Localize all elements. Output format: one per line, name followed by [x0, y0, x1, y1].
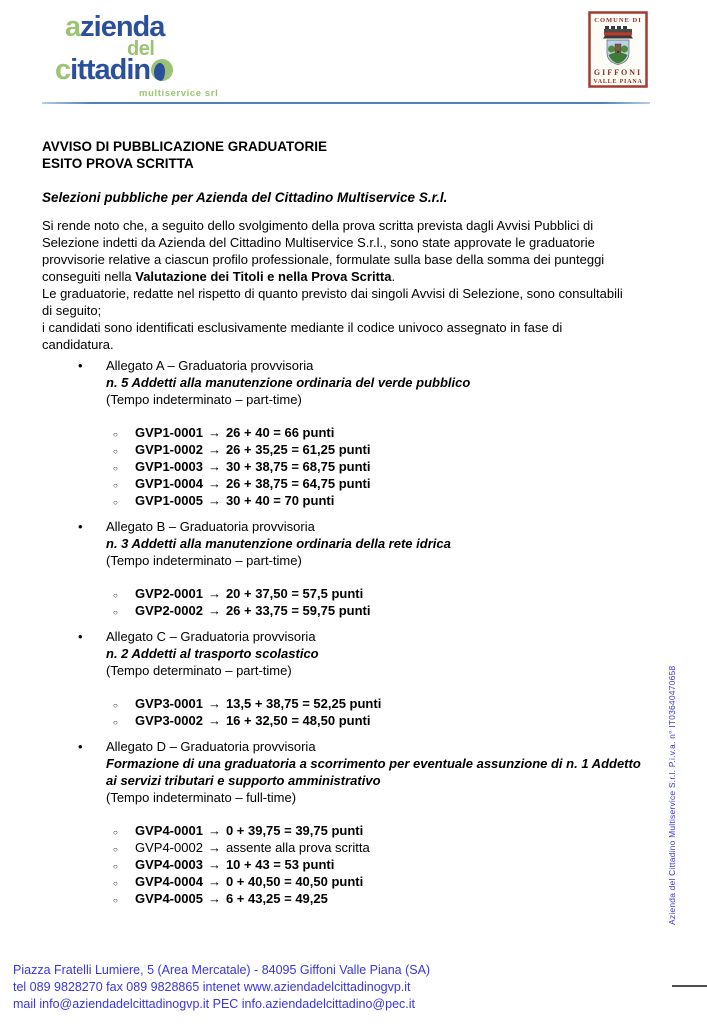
- arrow-icon: →: [207, 442, 221, 457]
- document-body: [42, 138, 692, 907]
- circle-bullet-icon: ○: [113, 447, 118, 456]
- result-row: [106, 441, 692, 458]
- document-subtitle: Selezioni pubbliche per Azienda del Cittadino Multiservice S.r.l.: [42, 190, 448, 205]
- arrow-icon: →: [207, 476, 221, 491]
- allegati-list: [42, 357, 692, 907]
- result-row: [106, 856, 692, 873]
- paragraph-text: Selezione indetti da Azienda del Cittadino Multiservice S.r.l., sono state approvate le graduatorie: [42, 235, 595, 250]
- result-score: 26 + 35,25 = 61,25 punti: [225, 442, 371, 457]
- results-list: [106, 695, 692, 729]
- face-profile-icon: [151, 59, 173, 81]
- result-score: 26 + 33,75 = 59,75 punti: [225, 603, 371, 618]
- paragraph-line: [42, 336, 692, 353]
- circle-bullet-icon: ○: [113, 430, 118, 439]
- result-score: 16 + 32,50 = 48,50 punti: [225, 713, 371, 728]
- result-row: [106, 712, 692, 729]
- result-row: [106, 695, 692, 712]
- paragraph-line: [42, 251, 692, 268]
- candidate-code: GVP2-0002: [135, 603, 203, 618]
- crest-bottom-label-1: GIFFONI: [593, 68, 643, 77]
- arrow-icon: →: [207, 713, 221, 728]
- results-list: [106, 585, 692, 619]
- crest-bottom-label-2: VALLE PIANA: [593, 79, 643, 85]
- candidate-code: GVP3-0001: [135, 696, 203, 711]
- bullet-icon: •: [78, 629, 83, 644]
- circle-bullet-icon: ○: [113, 481, 118, 490]
- allegato-role: n. 3 Addetti alla manutenzione ordinaria della rete idrica: [106, 536, 451, 551]
- arrow-icon: →: [207, 696, 221, 711]
- arrow-icon: →: [207, 857, 221, 872]
- paragraph-text: provvisorie relative a ciascun profilo professionale, formulate sulla base della somma dei punteggi: [42, 252, 605, 267]
- allegato-role: n. 2 Addetti al trasporto scolastico: [106, 646, 319, 661]
- footer-phone-web: tel 089 9828270 fax 089 9828865 intenet www.aziendadelcittadinogvp.it: [13, 980, 411, 994]
- result-score: 13,5 + 38,75 = 52,25 punti: [225, 696, 382, 711]
- allegato-contract: (Tempo indeterminato – full-time): [106, 790, 297, 805]
- paragraph-text: .: [391, 269, 396, 284]
- bullet-icon: •: [78, 519, 83, 534]
- result-row: [106, 492, 692, 509]
- result-score: assente alla prova scritta: [225, 840, 370, 855]
- footer-address: Piazza Fratelli Lumiere, 5 (Area Mercatale) - 84095 Giffoni Valle Piana (SA): [13, 963, 431, 977]
- logo-word-del: del: [127, 38, 155, 60]
- circle-bullet-icon: ○: [113, 701, 118, 710]
- circle-bullet-icon: ○: [113, 879, 118, 888]
- circle-bullet-icon: ○: [113, 591, 118, 600]
- result-row: [106, 890, 692, 907]
- allegato-section: [42, 628, 692, 729]
- bullet-icon: •: [78, 739, 83, 754]
- result-score: 0 + 39,75 = 39,75 punti: [225, 823, 364, 838]
- result-row: [106, 822, 692, 839]
- result-row: [106, 458, 692, 475]
- paragraph-line: [42, 302, 692, 319]
- circle-bullet-icon: ○: [113, 718, 118, 727]
- bottom-right-rule: [672, 985, 707, 987]
- candidate-code: GVP4-0004: [135, 874, 203, 889]
- paragraph-line: [42, 217, 692, 234]
- paragraph-line: [42, 319, 692, 336]
- allegato-contract: (Tempo indeterminato – part-time): [106, 392, 302, 407]
- result-score: 30 + 40 = 70 punti: [225, 493, 335, 508]
- allegato-role: n. 5 Addetti alla manutenzione ordinaria del verde pubblico: [106, 375, 471, 390]
- circle-bullet-icon: ○: [113, 464, 118, 473]
- footer-contact-block: [13, 962, 430, 1013]
- result-score: 30 + 38,75 = 68,75 punti: [225, 459, 371, 474]
- allegato-title: Allegato C – Graduatoria provvisoria: [106, 629, 316, 644]
- title-line-1: AVVISO DI PUBBLICAZIONE GRADUATORIE: [42, 139, 328, 154]
- arrow-icon: →: [207, 493, 221, 508]
- vertical-company-vat-text: Azienda del Cittadino Multiservice S.r.l. P.i.v.a. n° IT03640470658: [667, 665, 677, 925]
- circle-bullet-icon: ○: [113, 845, 118, 854]
- arrow-icon: →: [207, 823, 221, 838]
- paragraph-text: conseguiti nella: [42, 269, 136, 284]
- candidate-code: GVP4-0001: [135, 823, 203, 838]
- logo-tagline: multiservice srl: [139, 88, 219, 99]
- result-score: 20 + 37,50 = 57,5 punti: [225, 586, 364, 601]
- result-score: 0 + 40,50 = 40,50 punti: [225, 874, 364, 889]
- candidate-code: GVP4-0003: [135, 857, 203, 872]
- result-row: [106, 424, 692, 441]
- circle-bullet-icon: ○: [113, 896, 118, 905]
- logo-word-azienda: azienda: [65, 11, 165, 43]
- intro-paragraph: [42, 217, 692, 353]
- circle-bullet-icon: ○: [113, 828, 118, 837]
- candidate-code: GVP1-0001: [135, 425, 203, 440]
- candidate-code: GVP4-0002: [135, 840, 203, 855]
- candidate-code: GVP1-0004: [135, 476, 203, 491]
- allegato-title: Allegato A – Graduatoria provvisoria: [106, 358, 314, 373]
- arrow-icon: →: [207, 586, 221, 601]
- coat-of-arms: [588, 11, 648, 88]
- allegato-section: [42, 518, 692, 619]
- footer-email-pec: mail info@aziendadelcittadinogvp.it PEC info.aziendadelcittadino@pec.it: [13, 997, 416, 1011]
- paragraph-text: candidatura.: [42, 337, 114, 352]
- result-score: 26 + 40 = 66 punti: [225, 425, 335, 440]
- candidate-code: GVP1-0003: [135, 459, 203, 474]
- title-line-2: ESITO PROVA SCRITTA: [42, 156, 194, 171]
- allegato-section: [42, 738, 692, 907]
- result-row: [106, 839, 692, 856]
- results-list: [106, 822, 692, 907]
- candidate-code: GVP2-0001: [135, 586, 203, 601]
- circle-bullet-icon: ○: [113, 498, 118, 507]
- allegato-contract: (Tempo determinato – part-time): [106, 663, 292, 678]
- arrow-icon: →: [207, 425, 221, 440]
- paragraph-text: Si rende noto che, a seguito dello svolgimento della prova scritta prevista dagli Avvisi Pubblici di: [42, 218, 594, 233]
- results-list: [106, 424, 692, 509]
- paragraph-line: [42, 268, 692, 285]
- allegato-title: Allegato B – Graduatoria provvisoria: [106, 519, 315, 534]
- circle-bullet-icon: ○: [113, 862, 118, 871]
- arrow-icon: →: [207, 459, 221, 474]
- arrow-icon: →: [207, 891, 221, 906]
- paragraph-text: Valutazione dei Titoli e nella Prova Scritta: [135, 269, 392, 284]
- paragraph-line: [42, 234, 692, 251]
- shield-icon: [607, 40, 629, 65]
- circle-bullet-icon: ○: [113, 608, 118, 617]
- result-row: [106, 475, 692, 492]
- allegato-section: [42, 357, 692, 509]
- paragraph-text: di seguito;: [42, 303, 102, 318]
- allegato-role: Formazione di una graduatoria a scorrimento per eventuale assunzione di n. 1 Addetto: [106, 756, 641, 771]
- allegato-title: Allegato D – Graduatoria provvisoria: [106, 739, 316, 754]
- crest-top-label: COMUNE DI: [594, 17, 642, 24]
- candidate-code: GVP1-0005: [135, 493, 203, 508]
- bullet-icon: •: [78, 358, 83, 373]
- candidate-code: GVP1-0002: [135, 442, 203, 457]
- logo-word-cittadino: cittadin: [55, 54, 173, 86]
- paragraph-line: [42, 285, 692, 302]
- arrow-icon: →: [207, 840, 221, 855]
- result-row: [106, 585, 692, 602]
- header-divider: [42, 102, 650, 104]
- result-score: 26 + 38,75 = 64,75 punti: [225, 476, 371, 491]
- paragraph-text: Le graduatorie, redatte nel rispetto di quanto previsto dai singoli Avvisi di Selezione, sono consultabili: [42, 286, 623, 301]
- candidate-code: GVP3-0002: [135, 713, 203, 728]
- result-score: 10 + 43 = 53 punti: [225, 857, 335, 872]
- arrow-icon: →: [207, 874, 221, 889]
- paragraph-text: i candidati sono identificati esclusivamente mediante il codice univoco assegnato in fase di: [42, 320, 563, 335]
- result-score: 6 + 43,25 = 49,25: [225, 891, 328, 906]
- candidate-code: GVP4-0005: [135, 891, 203, 906]
- company-logo: [55, 12, 235, 102]
- allegato-contract: (Tempo indeterminato – part-time): [106, 553, 302, 568]
- allegato-role: ai servizi tributari e supporto amministrativo: [106, 773, 381, 788]
- result-row: [106, 873, 692, 890]
- document-title: [42, 138, 692, 172]
- arrow-icon: →: [207, 603, 221, 618]
- result-row: [106, 602, 692, 619]
